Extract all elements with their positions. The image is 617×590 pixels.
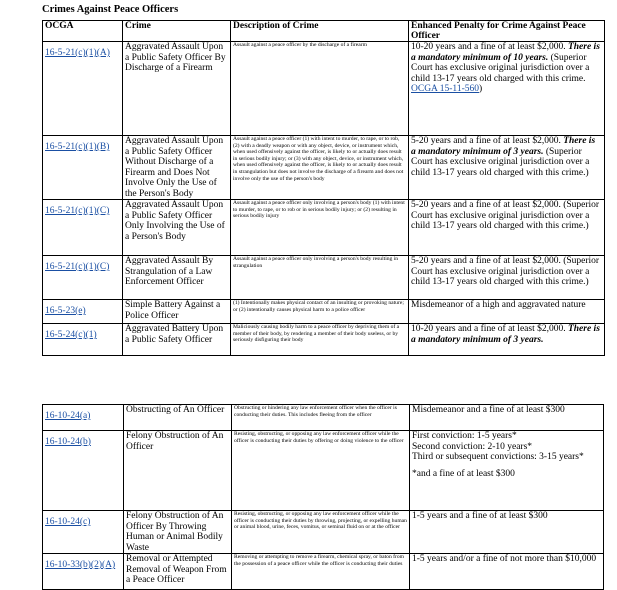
penalty: 5-20 years and a fine of at least $2,000. There is a mandatory minimum of 3 years. (Superior Court has exclusive original jurisdiction over a child 13-17 years old charged with this crime.) (409, 136, 605, 200)
header-crime: Crime (123, 21, 231, 42)
crimes-table-1 (42, 20, 605, 356)
table-row (43, 256, 605, 300)
code-link[interactable]: 16-5-21(c)(1)(B) (45, 142, 110, 152)
crimes-table-2 (42, 404, 604, 590)
crime-description: Assault against a peace officer (1) with intent to murder, to rape, or to rob, (2) with a deadly weapon or with any object, device, or instrument which, when used offensively against the officer, is likely to or actually does result in serious bodily injury; or (3) with any object, device, or instrument which, when used offensively against the officer, is likely to or actually does result in strangulation but does not involve the discharge of a firearm and does not involve only the use of the person's body (231, 136, 409, 200)
table-row (43, 42, 605, 136)
table-row (43, 200, 605, 256)
crime-name: Felony Obstruction of An Officer (124, 431, 232, 511)
code-link[interactable]: 16-10-33(b)(2)(A) (45, 560, 116, 570)
code-link[interactable]: 16-10-24(c) (45, 517, 91, 527)
table-row (43, 136, 605, 200)
code-link[interactable]: 16-10-24(b) (45, 437, 91, 447)
penalty: 1-5 years and a fine of at least $300 (410, 511, 604, 554)
crime-description: Obstructing or hindering any law enforcement officer when the officer is conducting their duties. This includes fleeing from the officer (232, 405, 410, 431)
header-description: Description of Crime (231, 21, 409, 42)
penalty: Misdemeanor and a fine of at least $300 (410, 405, 604, 431)
header-penalty: Enhanced Penalty for Crime Against Peace Officer (409, 21, 605, 42)
table-row (43, 554, 604, 590)
code-link[interactable]: 16-5-21(c)(1)(A) (45, 48, 110, 58)
page-title: Crimes Against Peace Officers (42, 4, 179, 15)
code-link[interactable]: 16-5-21(c)(1)(C) (45, 206, 110, 216)
crime-description: Resisting, obstructing, or opposing any law enforcement officer while the officer is conducting their duties by throwing, projecting, or expelling human or animal blood, urine, feces, vomitus, or seminal fluid on or at the officer (232, 511, 410, 554)
penalty-ref-link[interactable]: OCGA 15-11-560 (411, 84, 479, 94)
crime-name: Removal or Attempted Removal of Weapon From a Peace Officer (124, 554, 232, 590)
table-row (43, 300, 605, 324)
crime-name: Felony Obstruction of An Officer By Throwing Human or Animal Bodily Waste (124, 511, 232, 554)
table-row (43, 405, 604, 431)
table-row (43, 511, 604, 554)
crime-description: Assault against a peace officer only involving a person's body resulting in strangulation (231, 256, 409, 300)
penalty: 1-5 years and/or a fine of not more than $10,000 (410, 554, 604, 590)
crime-name: Aggravated Assault Upon a Public Safety Officer By Discharge of a Firearm (123, 42, 231, 136)
crime-name: Aggravated Battery Upon a Public Safety Officer (123, 324, 231, 356)
penalty: First conviction: 1-5 years* Second conviction: 2-10 years* Third or subsequent convictions: 3-15 years* *and a fine of at least $300 (410, 431, 604, 511)
penalty: 5-20 years and a fine of at least $2,000. (Superior Court has exclusive original jurisdiction over a child 13-17 years old charged with this crime.) (409, 200, 605, 256)
crime-description: Resisting, obstructing, or opposing any law enforcement officer while the officer is conducting their duties by offering or doing violence to the officer (232, 431, 410, 511)
header-ocga: OCGA (43, 21, 123, 42)
table-row (43, 324, 605, 356)
crime-name: Aggravated Assault By Strangulation of a Law Enforcement Officer (123, 256, 231, 300)
crime-name: Aggravated Assault Upon a Public Safety Officer Without Discharge of a Firearm and Does Not Involve Only the Use of the Person's Body (123, 136, 231, 200)
crime-name: Simple Battery Against a Police Officer (123, 300, 231, 324)
crime-description: Assault against a peace officer by the discharge of a firearm (231, 42, 409, 136)
crime-description: Removing or attempting to remove a firearm, chemical spray, or baton from the possession of a peace officer while the officer is conducting their duties (232, 554, 410, 590)
penalty: 10-20 years and a fine of at least $2,000. There is a mandatory minimum of 10 years. (Superior Court has exclusive original jurisdiction over a child 13-17 years old charged with this crime. OCGA 15-11-560) (409, 42, 605, 136)
code-link[interactable]: 16-5-24(c)(1) (45, 330, 97, 340)
table-row (43, 431, 604, 511)
penalty: 5-20 years and a fine of at least $2,000. (Superior Court has exclusive original jurisdiction over a child 13-17 years old charged with this crime.) (409, 256, 605, 300)
crime-description: Maliciously causing bodily harm to a peace officer by depriving them of a member of their body, by rendering a member of their body useless, or by seriously disfiguring their body (231, 324, 409, 356)
code-link[interactable]: 16-5-21(c)(1)(C) (45, 262, 110, 272)
penalty: Misdemeanor of a high and aggravated nature (409, 300, 605, 324)
crime-description: (1) Intentionally makes physical contact of an insulting or provoking nature; or (2) intentionally causes physical harm to a police officer (231, 300, 409, 324)
code-link[interactable]: 16-5-23(e) (45, 306, 86, 316)
crime-name: Obstructing of An Officer (124, 405, 232, 431)
crime-description: Assault against a peace officer only involving a person's body (1) with intent to murder, to rape, or to rob or in serious bodily injury; or (2) resulting in serious bodily injury (231, 200, 409, 256)
penalty: 10-20 years and a fine of at least $2,000. There is a mandatory minimum of 3 years. (409, 324, 605, 356)
crime-name: Aggravated Assault Upon a Public Safety Officer Only Involving the Use of a Person's Body (123, 200, 231, 256)
code-link[interactable]: 16-10-24(a) (45, 411, 91, 421)
table-header-row (43, 21, 605, 42)
